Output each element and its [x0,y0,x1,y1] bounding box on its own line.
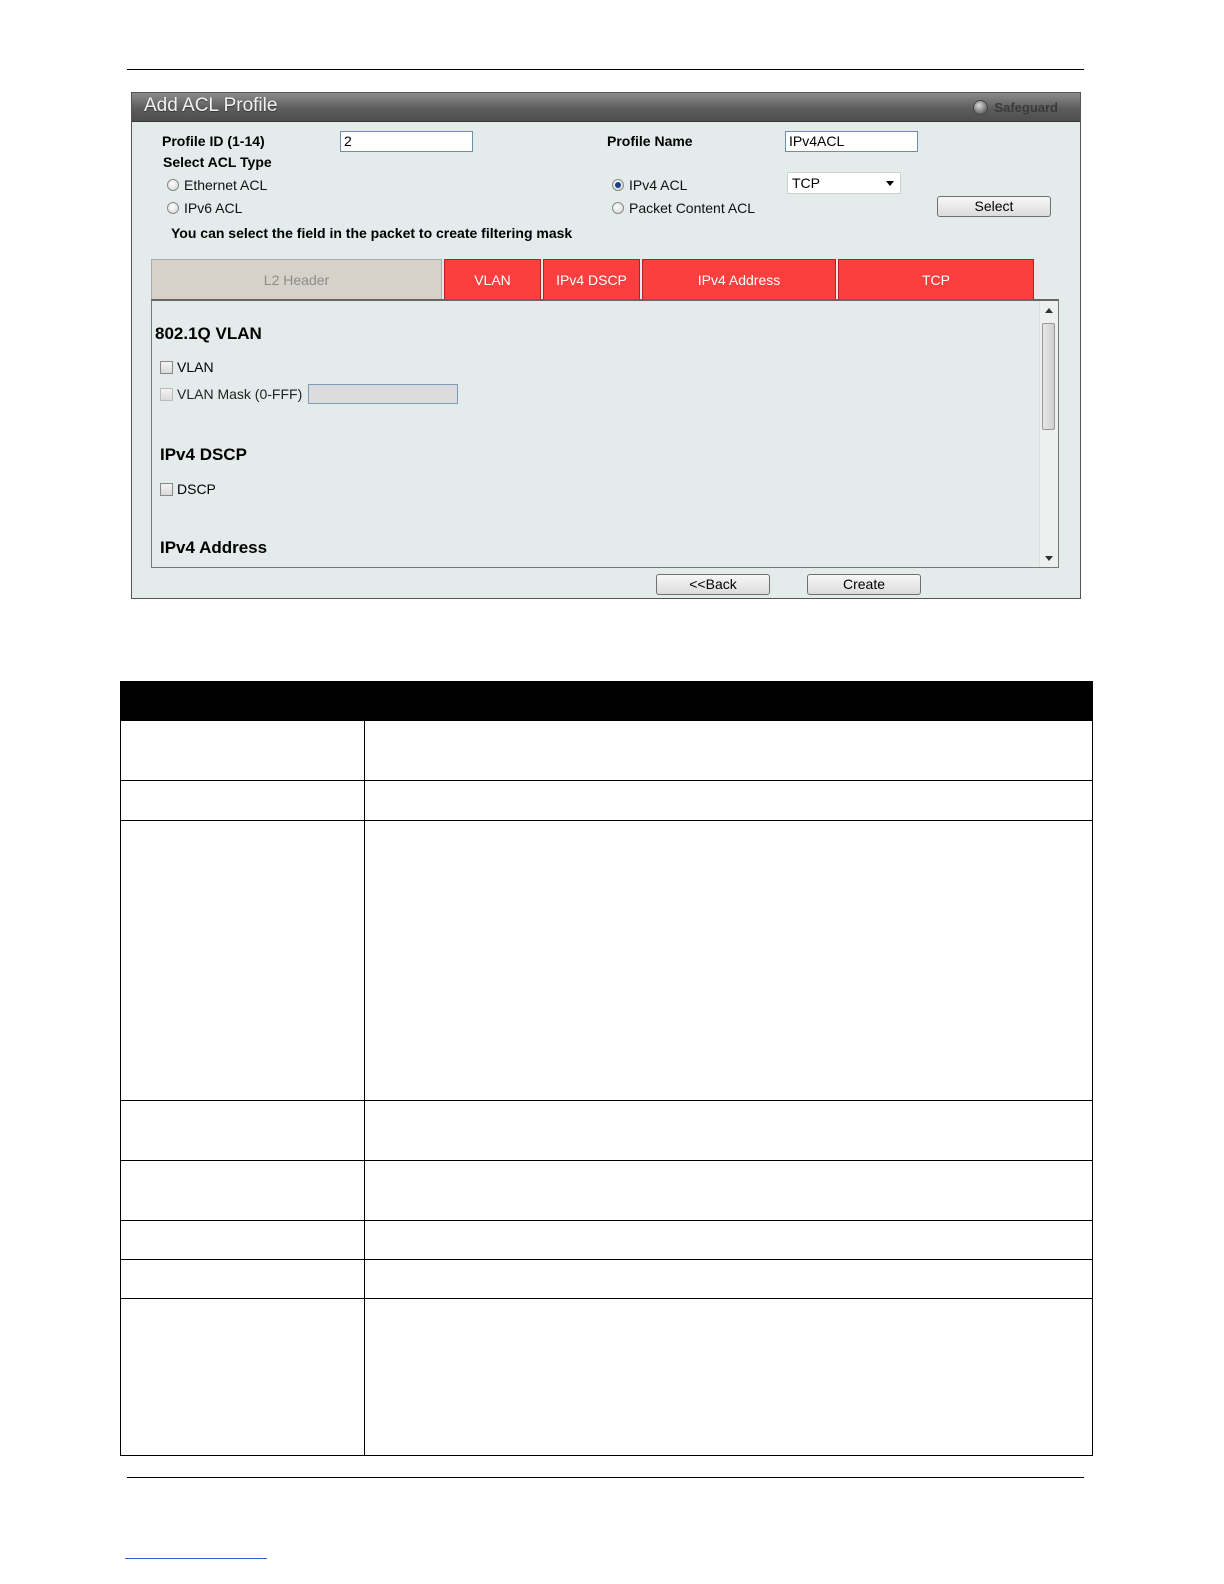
profile-id-label: Profile ID (1-14) [162,133,265,149]
radio-ethernet-acl[interactable] [167,177,267,193]
profile-id-input[interactable]: 2 [340,131,473,152]
protocol-select[interactable] [787,172,901,194]
table-row [121,1260,1093,1299]
table-row [121,721,1093,781]
footer-rule [127,1477,1084,1478]
vlan-mask-label: VLAN Mask (0-FFF) [177,386,303,402]
vlan-mask-row[interactable] [160,384,458,404]
profile-name-input[interactable]: IPv4ACL [785,131,918,152]
scroll-down-icon[interactable] [1045,556,1053,561]
tab-ipv4-dscp[interactable]: IPv4 DSCP [543,259,640,299]
radio-button[interactable] [612,202,624,214]
create-button[interactable]: Create [807,574,921,595]
select-acl-type-label: Select ACL Type [163,154,272,170]
protocol-select-value: TCP [792,175,820,191]
dscp-checkbox-row[interactable] [160,481,216,497]
radio-button[interactable] [167,179,179,191]
vlan-mask-input[interactable] [308,384,458,404]
title-bar [132,93,1080,122]
scroll-up-icon[interactable] [1045,308,1053,313]
description-table [120,720,1093,1456]
window-title: Add ACL Profile [144,95,278,116]
vlan-checkbox-label: VLAN [177,359,214,375]
table-header-row [120,681,1093,720]
radio-label: Ethernet ACL [184,177,268,193]
tab-vlan[interactable]: VLAN [444,259,541,299]
section-title-vlan: 802.1Q VLAN [155,324,262,343]
radio-label: IPv6 ACL [184,200,243,216]
dscp-checkbox[interactable] [160,483,173,496]
tab-tcp[interactable]: TCP [838,259,1034,299]
tab-l2-header[interactable]: L2 Header [151,259,442,299]
radio-ipv4-acl[interactable] [612,177,687,193]
radio-packet-content-acl[interactable] [612,200,755,216]
scrollbar-thumb[interactable] [1042,323,1055,430]
footer-link-underline[interactable] [125,1558,267,1559]
safeguard-label: Safeguard [994,100,1058,115]
section-title-address: IPv4 Address [160,538,268,557]
radio-label: IPv4 ACL [629,177,688,193]
vlan-mask-checkbox[interactable] [160,388,173,401]
header-rule [127,69,1084,70]
safeguard-indicator[interactable] [973,100,1058,115]
vlan-checkbox-row[interactable] [160,359,214,375]
table-row [121,1221,1093,1260]
chevron-down-icon [886,181,894,186]
radio-ipv6-acl[interactable] [167,200,242,216]
radio-button[interactable] [612,179,624,191]
table-row [121,1299,1093,1456]
table-row [121,1161,1093,1221]
select-button[interactable]: Select [937,196,1051,217]
tab-ipv4-address[interactable]: IPv4 Address [642,259,836,299]
table-row [121,781,1093,821]
dscp-checkbox-label: DSCP [177,481,216,497]
vlan-checkbox[interactable] [160,361,173,374]
vertical-scrollbar[interactable] [1039,301,1058,568]
add-acl-profile-panel [131,92,1081,599]
radio-label: Packet Content ACL [629,200,756,216]
mask-fields-scroll-area[interactable] [151,299,1059,568]
safeguard-status-icon [973,100,988,115]
profile-name-label: Profile Name [607,133,693,149]
back-button[interactable]: <<Back [656,574,770,595]
table-row [121,821,1093,1101]
table-row [121,1101,1093,1161]
radio-button[interactable] [167,202,179,214]
section-title-dscp: IPv4 DSCP [160,445,247,464]
filtering-mask-hint: You can select the field in the packet to create filtering mask [171,225,573,241]
